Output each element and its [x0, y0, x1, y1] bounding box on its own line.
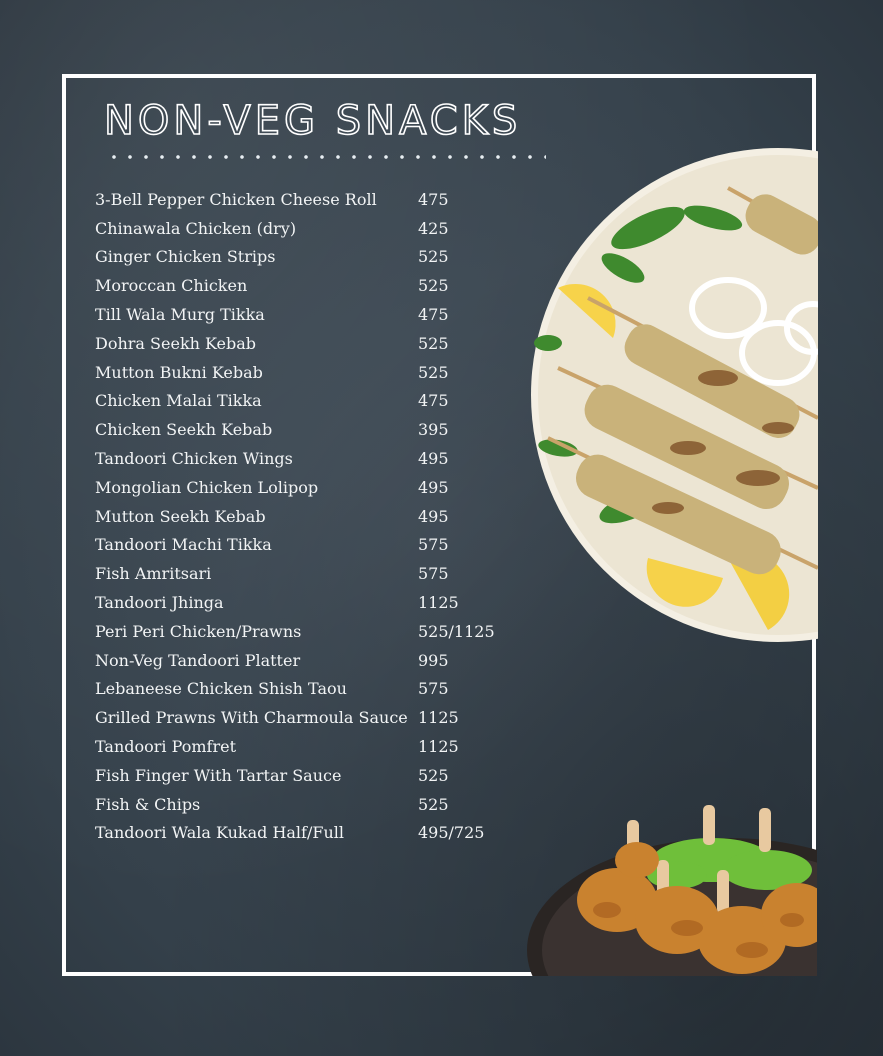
menu-item [95, 444, 495, 473]
menu-item [95, 531, 495, 560]
menu-item-name: Chicken Malai Tikka [95, 391, 262, 411]
menu-item-price: 1125 [418, 737, 459, 757]
menu-item-name: Chicken Seekh Kebab [95, 420, 273, 440]
menu-item [95, 329, 495, 358]
menu-item-name: Chinawala Chicken (dry) [95, 218, 297, 238]
menu-item [95, 185, 495, 214]
menu-item-name: Mongolian Chicken Lolipop [95, 477, 319, 497]
menu-item [95, 243, 495, 272]
menu-item-price: 475 [418, 391, 449, 411]
menu-item-name: Mutton Bukni Kebab [95, 362, 263, 382]
menu-item-price: 475 [418, 305, 449, 325]
menu-item-price: 525 [418, 765, 449, 785]
menu-item-price: 495 [418, 449, 449, 469]
menu-item-price: 525 [418, 247, 449, 267]
menu-item-price: 525 [418, 276, 449, 296]
menu-title: NON-VEG SNACKS [104, 98, 522, 144]
menu-item-name: Dohra Seekh Kebab [95, 333, 257, 353]
menu-item [95, 387, 495, 416]
menu-item-price: 575 [418, 535, 449, 555]
menu-item [95, 473, 495, 502]
menu-item-price: 495 [418, 506, 449, 526]
menu-item [95, 559, 495, 588]
menu-item-name: Fish & Chips [95, 794, 201, 814]
menu-item-price: 525 [418, 794, 449, 814]
menu-item-name: Grilled Prawns With Charmoula Sauce [95, 708, 408, 728]
menu-item-price: 395 [418, 420, 449, 440]
menu-item [95, 358, 495, 387]
menu-item-name: Tandoori Chicken Wings [95, 449, 293, 469]
menu-item-name: Fish Finger With Tartar Sauce [95, 765, 342, 785]
menu-item-price: 525/1125 [418, 621, 495, 641]
dotted-divider [106, 152, 546, 162]
menu-item [95, 703, 495, 732]
menu-item [95, 588, 495, 617]
menu-item-price: 495 [418, 477, 449, 497]
menu-item [95, 790, 495, 819]
menu-item-name: Till Wala Murg Tikka [95, 305, 265, 325]
menu-item [95, 646, 495, 675]
menu-item [95, 732, 495, 761]
menu-item-name: Tandoori Machi Tikka [95, 535, 272, 555]
menu-item [95, 675, 495, 704]
menu-item-price: 575 [418, 564, 449, 584]
menu-item-price: 575 [418, 679, 449, 699]
menu-item-name: Peri Peri Chicken/Prawns [95, 621, 302, 641]
menu-item-price: 425 [418, 218, 449, 238]
menu-item-name: Moroccan Chicken [95, 276, 248, 296]
menu-item [95, 415, 495, 444]
menu-item-price: 525 [418, 362, 449, 382]
menu-item-name: Tandoori Wala Kukad Half/Full [95, 823, 344, 843]
menu-item-price: 495/725 [418, 823, 485, 843]
kebab-platter-photo [528, 148, 818, 642]
menu-item [95, 300, 495, 329]
menu-item [95, 214, 495, 243]
menu-item-name: Lebaneese Chicken Shish Taou [95, 679, 347, 699]
menu-item-name: Fish Amritsari [95, 564, 212, 584]
menu-item-price: 1125 [418, 593, 459, 613]
menu-list [95, 185, 495, 847]
menu-item [95, 271, 495, 300]
menu-item-name: Ginger Chicken Strips [95, 247, 276, 267]
menu-item [95, 819, 495, 848]
menu-item [95, 761, 495, 790]
menu-item-price: 475 [418, 189, 449, 209]
menu-item-price: 1125 [418, 708, 459, 728]
menu-item-name: Non-Veg Tandoori Platter [95, 650, 301, 670]
chicken-lollipop-photo [527, 800, 817, 976]
menu-item-name: Mutton Seekh Kebab [95, 506, 266, 526]
menu-item-name: Tandoori Pomfret [95, 737, 237, 757]
menu-item-name: Tandoori Jhinga [95, 593, 224, 613]
menu-item [95, 502, 495, 531]
menu-item-name: 3-Bell Pepper Chicken Cheese Roll [95, 189, 377, 209]
menu-item-price: 525 [418, 333, 449, 353]
menu-item-price: 995 [418, 650, 449, 670]
menu-item [95, 617, 495, 646]
